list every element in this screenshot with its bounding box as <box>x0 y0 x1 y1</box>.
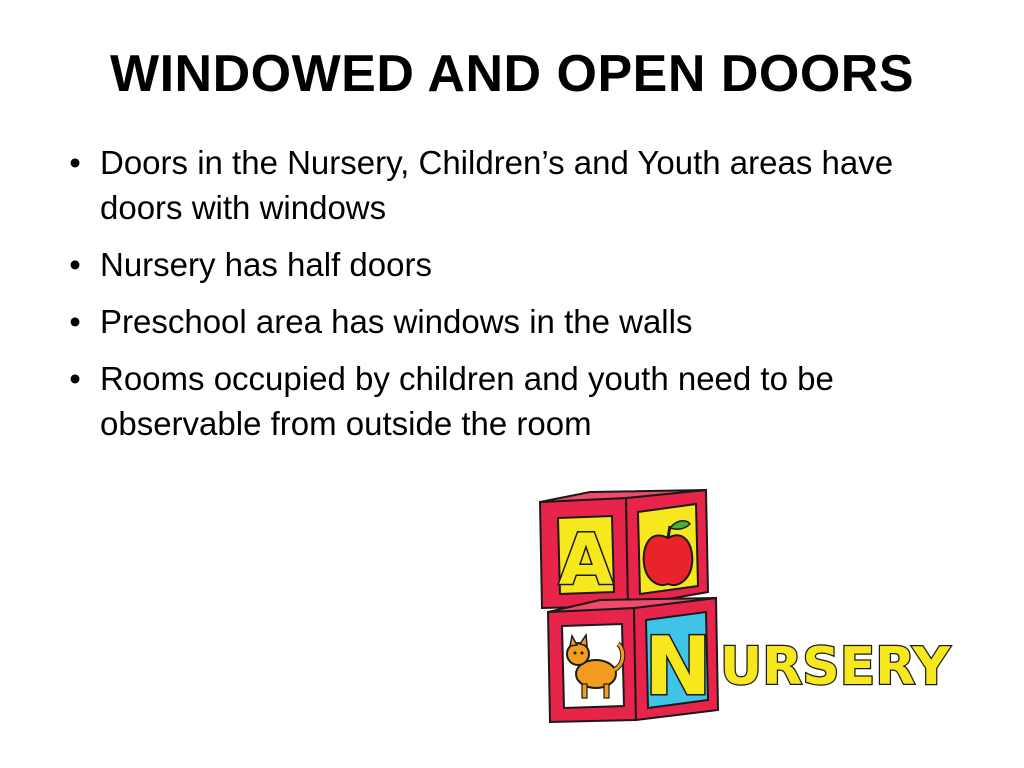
bullet-marker: • <box>69 144 81 181</box>
bullet-marker: • <box>69 303 81 340</box>
block-letter-a: A <box>558 519 614 601</box>
bullet-item <box>60 242 960 287</box>
bottom-block <box>548 598 718 722</box>
bullet-marker: • <box>69 246 81 283</box>
bullet-text: Doors in the Nursery, Children’s and Youth areas have doors with windows <box>100 144 894 226</box>
bullet-text: Nursery has half doors <box>100 246 432 283</box>
bullet-list <box>60 140 960 458</box>
top-block <box>540 490 708 608</box>
slide-title: WINDOWED AND OPEN DOORS <box>109 45 915 103</box>
bullet-text: Preschool area has windows in the walls <box>100 303 693 340</box>
bullet-item <box>60 299 960 344</box>
nursery-blocks-clipart <box>530 488 960 728</box>
nursery-letter-n: N <box>644 620 712 713</box>
bullet-item <box>60 140 960 230</box>
bullet-text: Rooms occupied by children and youth need to be observable from outside the room <box>100 360 834 442</box>
bullet-item <box>60 356 960 446</box>
bullet-marker: • <box>69 360 81 397</box>
nursery-word-rest: URSERY <box>720 637 951 697</box>
